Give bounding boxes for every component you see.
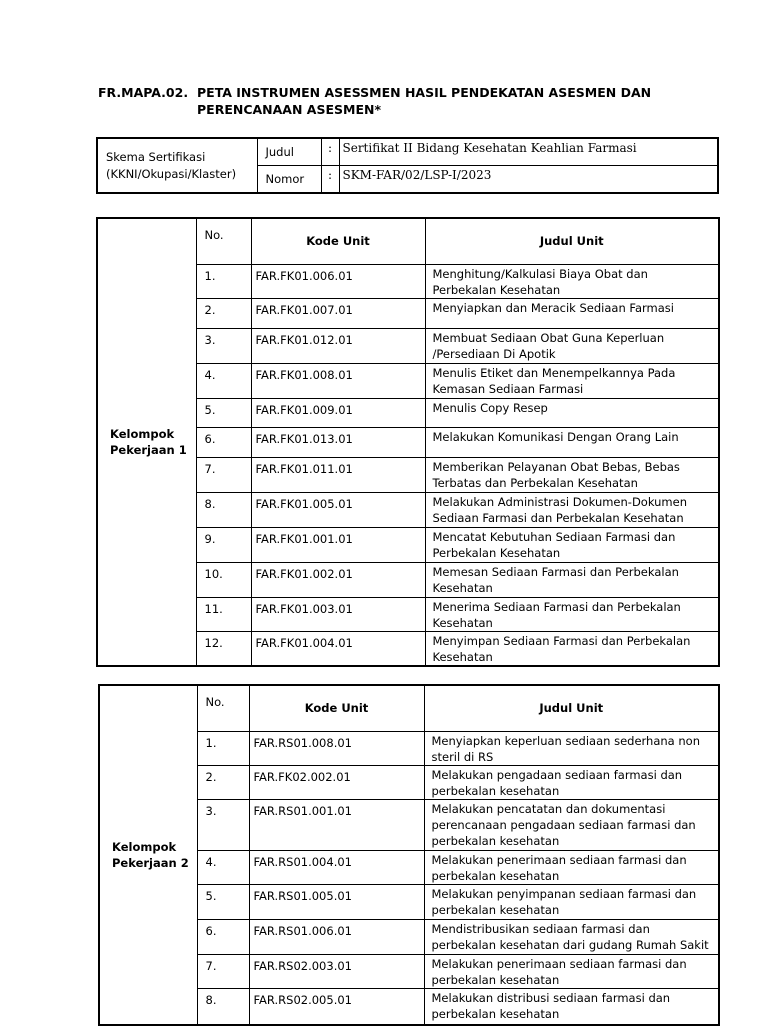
- row-no: 4.: [197, 850, 249, 884]
- row-kode-unit: FAR.RS01.006.01: [249, 919, 424, 954]
- row-judul-unit: Melakukan penerimaan sediaan farmasi dan perbekalan kesehatan: [424, 850, 719, 884]
- row-no: 6.: [196, 427, 251, 457]
- col-header-judul: Judul Unit: [425, 218, 719, 264]
- row-kode-unit: FAR.FK01.009.01: [251, 398, 425, 427]
- row-judul-unit: Menulis Copy Resep: [425, 398, 719, 427]
- row-kode-unit: FAR.RS01.008.01: [249, 731, 424, 765]
- group-label-line1: Kelompok: [112, 840, 177, 854]
- row-kode-unit: FAR.FK01.002.01: [251, 562, 425, 597]
- row-judul-unit: Menerima Sediaan Farmasi dan Perbekalan Kesehatan: [425, 597, 719, 631]
- row-kode-unit: FAR.RS02.003.01: [249, 954, 424, 988]
- row-judul-unit: Menyiapkan keperluan sediaan sederhana non steril di RS: [424, 731, 719, 765]
- row-no: 6.: [197, 919, 249, 954]
- row-kode-unit: FAR.FK01.005.01: [251, 492, 425, 527]
- row-kode-unit: FAR.RS01.001.01: [249, 799, 424, 850]
- row-kode-unit: FAR.FK01.008.01: [251, 363, 425, 398]
- row-no: 5.: [196, 398, 251, 427]
- row-no: 7.: [196, 457, 251, 492]
- row-no: 10.: [196, 562, 251, 597]
- row-no: 2.: [197, 765, 249, 799]
- group-label: [97, 218, 196, 666]
- group-label-line1: Kelompok: [110, 426, 175, 441]
- scheme-label: [97, 138, 257, 193]
- row-judul-unit: Menghitung/Kalkulasi Biaya Obat dan Perbekalan Kesehatan: [425, 264, 719, 298]
- nomor-key: Nomor: [257, 166, 321, 194]
- row-kode-unit: FAR.FK02.002.01: [249, 765, 424, 799]
- row-no: 3.: [196, 328, 251, 363]
- row-kode-unit: FAR.FK01.003.01: [251, 597, 425, 631]
- row-no: 7.: [197, 954, 249, 988]
- row-kode-unit: FAR.FK01.011.01: [251, 457, 425, 492]
- scheme-label-line1: Skema Sertifikasi: [106, 149, 206, 164]
- row-judul-unit: Memesan Sediaan Farmasi dan Perbekalan Kesehatan: [425, 562, 719, 597]
- row-judul-unit: Melakukan pengadaan sediaan farmasi dan perbekalan kesehatan: [424, 765, 719, 799]
- row-no: 11.: [196, 597, 251, 631]
- scheme-table: [96, 137, 719, 194]
- row-kode-unit: FAR.FK01.006.01: [251, 264, 425, 298]
- row-no: 8.: [197, 988, 249, 1025]
- row-kode-unit: FAR.FK01.007.01: [251, 298, 425, 328]
- judul-key: Judul: [257, 138, 321, 166]
- form-title: PETA INSTRUMEN ASESSMEN HASIL PENDEKATAN ASESMEN DAN PERENCANAAN ASESMEN*: [197, 85, 652, 117]
- row-kode-unit: FAR.FK01.001.01: [251, 527, 425, 562]
- row-no: 5.: [197, 884, 249, 919]
- col-header-no: No.: [196, 218, 251, 264]
- row-judul-unit: Mendistribusikan sediaan farmasi dan perbekalan kesehatan dari gudang Rumah Sakit: [424, 919, 719, 954]
- row-kode-unit: FAR.RS02.005.01: [249, 988, 424, 1025]
- judul-colon: :: [321, 138, 339, 166]
- col-header-no: No.: [197, 685, 249, 731]
- row-judul-unit: Menyimpan Sediaan Farmasi dan Perbekalan Kesehatan: [425, 631, 719, 666]
- group-label: [99, 685, 197, 1025]
- row-judul-unit: Melakukan distribusi sediaan farmasi dan perbekalan kesehatan: [424, 988, 719, 1025]
- group-label-line2: Pekerjaan 1: [110, 442, 187, 457]
- nomor-colon: :: [321, 166, 339, 194]
- row-judul-unit: Memberikan Pelayanan Obat Bebas, Bebas Terbatas dan Perbekalan Kesehatan: [425, 457, 719, 492]
- row-no: 3.: [197, 799, 249, 850]
- row-judul-unit: Melakukan pencatatan dan dokumentasi perencanaan pengadaan sediaan farmasi dan perbekalan kesehatan: [424, 799, 719, 850]
- form-code: FR.MAPA.02.: [98, 85, 189, 100]
- row-no: 1.: [196, 264, 251, 298]
- group-label-line2: Pekerjaan 2: [112, 856, 189, 870]
- row-no: 12.: [196, 631, 251, 666]
- row-judul-unit: Menulis Etiket dan Menempelkannya Pada Kemasan Sediaan Farmasi: [425, 363, 719, 398]
- col-header-kode: Kode Unit: [249, 685, 424, 731]
- row-no: 4.: [196, 363, 251, 398]
- row-kode-unit: FAR.FK01.004.01: [251, 631, 425, 666]
- row-kode-unit: FAR.FK01.012.01: [251, 328, 425, 363]
- row-judul-unit: Melakukan penerimaan sediaan farmasi dan perbekalan kesehatan: [424, 954, 719, 988]
- row-judul-unit: Mencatat Kebutuhan Sediaan Farmasi dan Perbekalan Kesehatan: [425, 527, 719, 562]
- row-no: 8.: [196, 492, 251, 527]
- row-judul-unit: Melakukan Komunikasi Dengan Orang Lain: [425, 427, 719, 457]
- col-header-judul: Judul Unit: [424, 685, 719, 731]
- col-header-kode: Kode Unit: [251, 218, 425, 264]
- group1-table: [96, 217, 720, 667]
- row-judul-unit: Membuat Sediaan Obat Guna Keperluan /Persediaan Di Apotik: [425, 328, 719, 363]
- row-kode-unit: FAR.RS01.004.01: [249, 850, 424, 884]
- row-no: 9.: [196, 527, 251, 562]
- row-kode-unit: FAR.RS01.005.01: [249, 884, 424, 919]
- judul-value: Sertifikat II Bidang Kesehatan Keahlian Farmasi: [339, 138, 718, 166]
- row-no: 2.: [196, 298, 251, 328]
- row-kode-unit: FAR.FK01.013.01: [251, 427, 425, 457]
- nomor-value: SKM-FAR/02/LSP-I/2023: [339, 166, 718, 194]
- group2-table: [98, 684, 720, 1026]
- row-judul-unit: Menyiapkan dan Meracik Sediaan Farmasi: [425, 298, 719, 328]
- row-judul-unit: Melakukan penyimpanan sediaan farmasi dan perbekalan kesehatan: [424, 884, 719, 919]
- scheme-label-line2: (KKNI/Okupasi/Klaster): [106, 166, 237, 181]
- row-no: 1.: [197, 731, 249, 765]
- row-judul-unit: Melakukan Administrasi Dokumen-Dokumen Sediaan Farmasi dan Perbekalan Kesehatan: [425, 492, 719, 527]
